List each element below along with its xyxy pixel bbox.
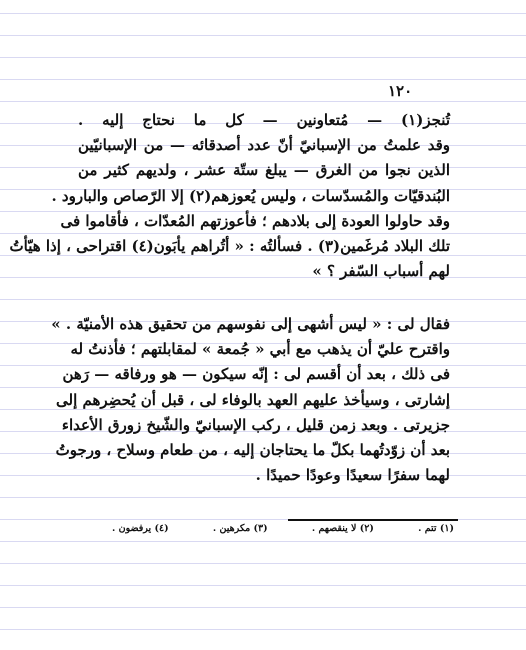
ruled-line bbox=[0, 35, 526, 36]
text-line: لهم أسباب السّفر ؟ » bbox=[312, 262, 450, 281]
ruled-line bbox=[0, 585, 526, 586]
footnote-divider bbox=[288, 519, 458, 521]
ruled-line bbox=[0, 79, 526, 80]
page-number: ١٢٠ bbox=[388, 82, 413, 100]
paragraph-2 bbox=[51, 312, 450, 488]
text-line: فى ذلك ، بعد أن أقسم لى : إنّه سيكون — هو ورفاقه — رَهن bbox=[62, 365, 450, 384]
text-line: فقال لى : « ليس أشهى إلى نفوسهم من تحقيق هذه الأمنيّة . » bbox=[51, 315, 450, 333]
ruled-line bbox=[0, 563, 526, 564]
ruled-line bbox=[0, 541, 526, 542]
text-line: لهما سفرًا سعيدًا وعودًا حميدًا . bbox=[255, 466, 450, 485]
text-line: البُندقيّات والمُسدّسات ، وليس يُعوزهم(٢) إلا الرّصاص والبارود . bbox=[51, 186, 450, 205]
text-line: إشارتى ، وسيأخذ عليهم العهد بالوفاء لى ، قبل أن يُحضِرهم إلى bbox=[56, 390, 450, 409]
text-line: تُنجز(١) — مُتعاونين — كل ما نحتاج إليه . bbox=[78, 111, 450, 129]
footnote: (٢) لا ينقصهم . bbox=[311, 523, 374, 534]
footnote: (٣) مكرهين . bbox=[212, 523, 268, 534]
ruled-line bbox=[0, 101, 526, 102]
footnote: (٤) يرفضون . bbox=[112, 523, 169, 534]
footnotes bbox=[112, 523, 454, 534]
text-line: وقد علمتُ من الإسبانيّ أنّ عدد أصدقائه — من الإسبانيّين bbox=[78, 136, 450, 155]
ruled-line bbox=[0, 629, 526, 630]
text-line: واقترح عليّ أن يذهب مع أبي « جُمعة » لمقابلتهم ؛ فأذنتُ له bbox=[70, 340, 450, 359]
footnote: (١) تتم . bbox=[418, 523, 454, 534]
ruled-line bbox=[0, 57, 526, 58]
ruled-line bbox=[0, 299, 526, 300]
text-line: جزيرتى . وبعد زمن قليل ، ركب الإسبانيّ والشّيخ زورق الأعداء bbox=[61, 415, 450, 434]
ruled-line bbox=[0, 13, 526, 14]
ruled-line bbox=[0, 607, 526, 608]
text-line: وقد حاولوا العودة إلى بلادهم ؛ فأعوزتهم المُعدّات ، فأقاموا فى bbox=[60, 211, 450, 230]
text-line: بعد أن زوّدتُهما بكلّ ما يحتاجان إليه ، من طعام وسلاح ، ورجوتُ bbox=[55, 441, 450, 460]
ruled-line bbox=[0, 497, 526, 498]
text-line: الذين نجوا من الغرق — يبلغ ستّة عشر ، ولديهم كثير من bbox=[78, 161, 450, 180]
paragraph-1 bbox=[9, 108, 450, 284]
text-line: تلك البلاد مُرغَمين(٣) . فسألتُه : « أتُراهم يأبَون(٤) اقتراحى ، إذا هيّأتُ bbox=[9, 237, 450, 256]
